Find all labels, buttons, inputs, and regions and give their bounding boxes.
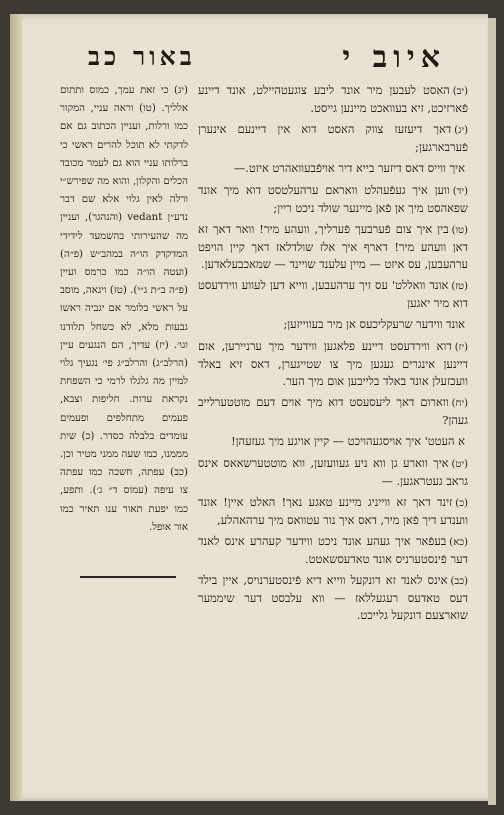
verse <box>198 338 468 390</box>
verse-text: בעפֿאר איך געהע אונד ניכט ווידער קעהרע אינס לאנד דער פֿינסטערניס אונד טאדעסשאטט. <box>198 534 468 566</box>
page-binding <box>10 14 22 801</box>
verse <box>198 121 468 156</box>
verse <box>198 82 468 117</box>
verse <box>198 394 468 429</box>
verse-text: ווארום דאך ליעסעסט דוא מיך אוים דעם מוטטערלייב געהן? <box>198 395 468 427</box>
chapter-title: איוב י <box>342 40 446 75</box>
verse-number: (יד) <box>452 186 468 197</box>
verse-text: אונד ווידער שרעקליכעס אן מיר בעווייזען; <box>283 317 465 331</box>
verse <box>198 182 468 217</box>
verse <box>198 277 468 312</box>
verse-text: ווען איך געפֿעהלט וואראם ערהעלטסט דוא מיך אונד שפאהסט מיך אן פֿאן מיינער שולד ניכט ריין; <box>198 183 468 215</box>
verse <box>198 221 468 273</box>
verse-number: (כב) <box>450 576 468 587</box>
verse-text: האסט לעבען מיר אונד ליבע צוגעטהיילט, אונד דיינע פֿארזיכט, זיא בעוואכט מיינען גייסט. <box>198 83 468 115</box>
commentary-column <box>60 82 188 537</box>
verse-text: איך ווייס דאס דיזער בייא דיר אויפֿבעוואהרט איזט.— <box>233 161 465 175</box>
verse <box>198 316 468 334</box>
verse <box>198 455 468 490</box>
page-header <box>30 40 468 80</box>
verse-number: (טו) <box>451 225 468 236</box>
main-text-column <box>198 82 468 628</box>
verse-text: דוא ווירדעסט דיינע פלאגען ווידער מיך ערניירען, אום דיינען אינגרים געגען מיך צו שטייגערן, דאס זיא באלד וועכזעלן אונד באלד בלייבען אום מיך הער. <box>198 339 468 388</box>
verse-text: אונד וואללט' עס זיך ערהעבען, ווייא דען לעווע ווירדעסט דוא מיר יאגען <box>198 278 468 310</box>
verse-number: (טז) <box>451 281 468 292</box>
verse <box>198 160 468 178</box>
verse-number: (כ) <box>455 498 468 509</box>
section-divider <box>80 576 176 578</box>
commentary-text: (יג) כי זאת עמך, כמוס ותתום אלליך. (טו) וראה עניי, המקור כמו ורלות, ועניין הכתוב גם אם לדקתי לא תוכל להרים ראשי כי ברלותו עניי הוא גם לעמר מכובד הכלים והקלון, והוא מה שפירש״י ורלה לאין גלוי אלא שם דבר נדע״ן vedant (והנהגר), ועניין מה שהעירותי בהשמעד לידידי המדקדק הו״ה במהב״ש (פ״ה) (ועטה הו״ה כמו כרמס ועיין (פ״ה ב״ת ג״י). (טז) ויגאה, מוסב על ראשי בלומר אם יגביה ראשו גבעות מלא, לא כשחל תלודנו וגו׳. (יז) עדיך, הם הנגעים עיין (הרלב״ג) והרלב״ג פי׳ נגעיך גלוי למיין מה גלגלו לרמי כי השפחת נקראת עדות. חליפות וצבא, פעמים מתחלפים ופעמים עומדים בלבלה כסדר. (כ) שית מממנו, כמו שעה ממני מטיר וכן. (כב) עפתה, חשכה כמו עפתה צו עיפה (עמוס ד״ ג׳). ותפע, כמו יפעת תאור ענו תאיר כמו אור אופל. <box>60 85 189 533</box>
verse-number: (יח) <box>451 398 468 409</box>
commentary-title: באור כב <box>88 42 196 71</box>
book-page <box>10 14 488 801</box>
verse-text: זינד דאך זא ווייניג מיינע טאגע נאך! האלט איין! אונד ווענדע דיך פֿאן מיר, דאס איך נור עטוואס מיך ערהאהלע, <box>198 495 468 527</box>
verse-text: דאך דיעזעז צווק האסט דוא אין דיינעם אינערן פֿערבארגען; <box>198 122 468 154</box>
verse-number: (יט) <box>451 459 468 470</box>
verse <box>198 494 468 529</box>
verse-number: (יב) <box>452 86 468 97</box>
verse-text: איך ווארע גן ווא ניע געוועזען, ווא מוטטערשאאס אינס גראב געטראגען. — <box>198 456 468 488</box>
verse-text: בין איך צום פֿערבעך פֿערליך, וועהע מיר! וואר דאך זא דאן וועהע מיר! דארף איך אלז שולדלאז דאך קיין הויפט ערהעבען, עס איזט — מיין עלענד שויינד — שמאכבעלאדען. <box>198 222 468 271</box>
verse <box>198 572 468 624</box>
verse <box>198 433 468 451</box>
verse-number: (כא) <box>449 537 468 548</box>
verse-text: אינס לאנד זא דונקעל ווייא דיא פֿינסטערנויס, איין בילד דעס טאדעס רעגעללאז — ווא עלבסט דער שיממער שוארצעם דונקעל גלייכט. <box>198 573 468 622</box>
verse-text: א העטט' איך אויסגעהויכט — קיין אויגע מיך געזעהן! <box>231 434 465 448</box>
verse <box>198 533 468 568</box>
verse-number: (יג) <box>454 125 468 136</box>
verse-number: (יז) <box>454 342 468 353</box>
page-edge <box>488 18 496 805</box>
